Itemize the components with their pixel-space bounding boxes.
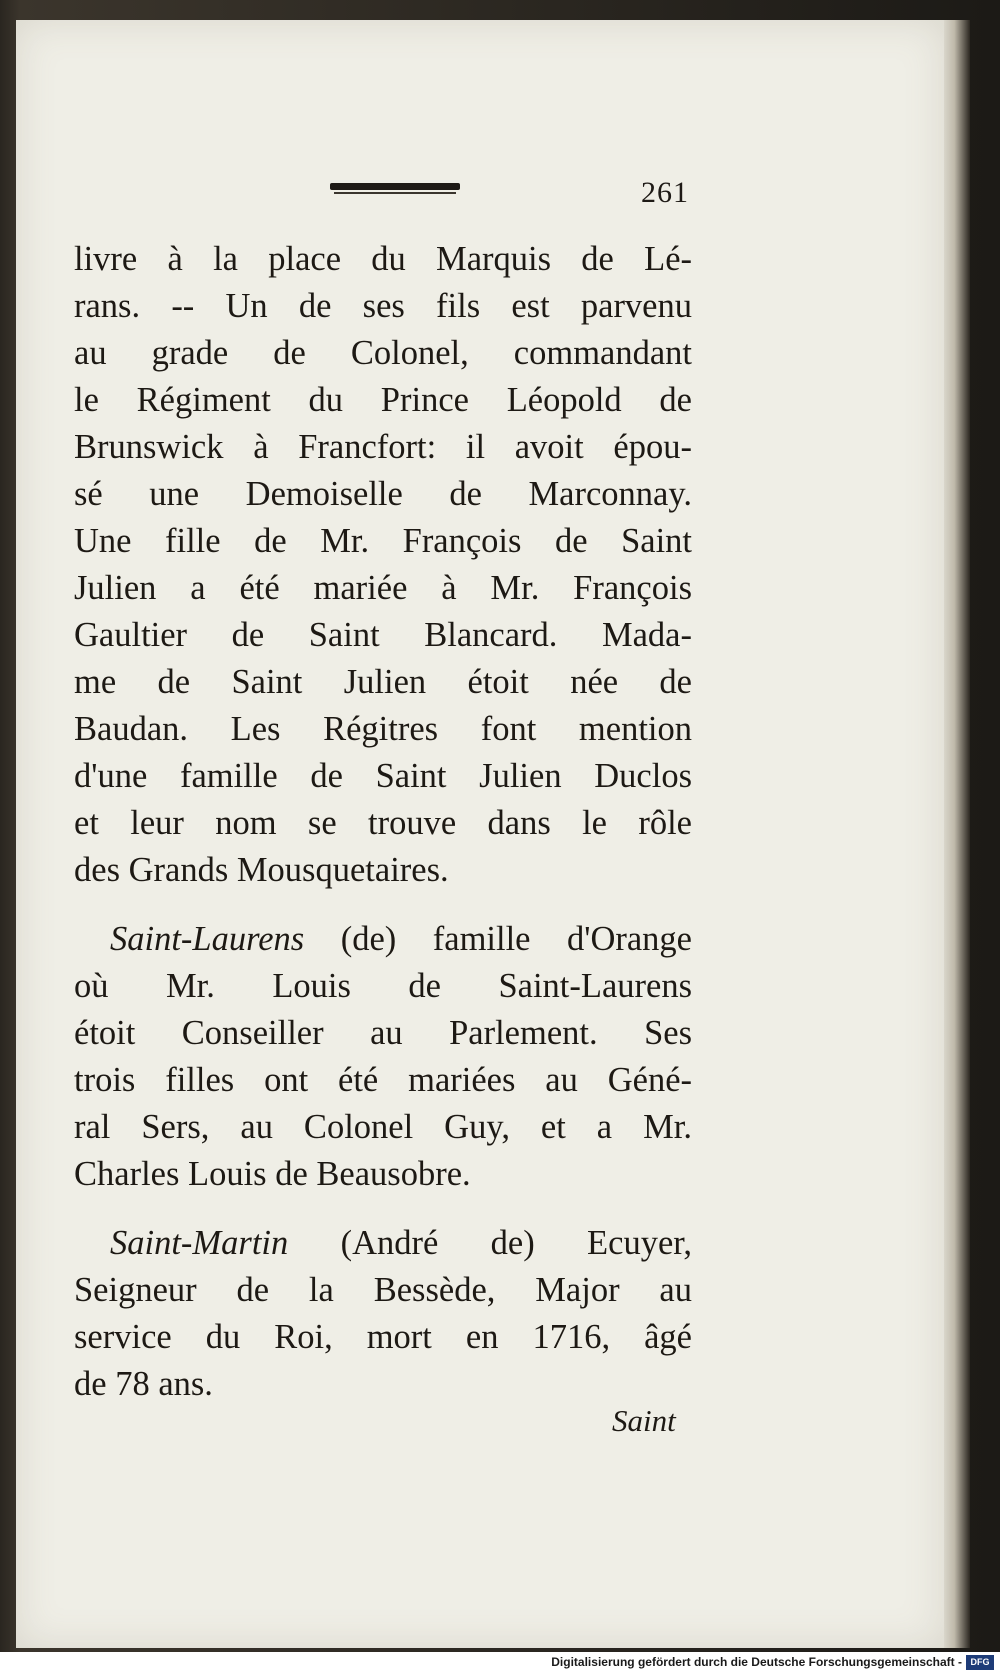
text-line: où Mr. Louis de Saint-Laurens: [74, 967, 692, 1005]
entry-heading-saint-laurens: Saint-Laurens: [110, 920, 305, 958]
text-line: Seigneur de la Bessède, Major au: [74, 1271, 692, 1309]
text-line: Charles Louis de Beausobre.: [74, 1155, 471, 1193]
entry-heading-saint-martin: Saint-Martin: [110, 1224, 289, 1262]
dfg-logo-icon: DFG: [966, 1655, 994, 1670]
text-line: sé une Demoiselle de Marconnay.: [74, 475, 692, 513]
text-fragment: (André de) Ecuyer,: [288, 1224, 692, 1262]
text-line: ral Sers, au Colonel Guy, et a Mr.: [74, 1108, 692, 1146]
text-line: d'une famille de Saint Julien Duclos: [74, 757, 692, 795]
text-line: Gaultier de Saint Blancard. Mada-: [74, 616, 692, 654]
text-line: trois filles ont été mariées au Géné-: [74, 1061, 692, 1099]
text-line: me de Saint Julien étoit née de: [74, 663, 692, 701]
text-line: livre à la place du Marquis de Lé-: [74, 240, 692, 278]
text-line: et leur nom se trouve dans le rôle: [74, 804, 692, 842]
text-line: au grade de Colonel, commandant: [74, 334, 692, 372]
text-fragment: (de) famille d'Orange: [304, 920, 692, 958]
footer-bar: [0, 1652, 1000, 1674]
text-line: Une fille de Mr. François de Saint: [74, 522, 692, 560]
body-text: [74, 236, 692, 1408]
text-line: rans. -- Un de ses fils est parvenu: [74, 287, 692, 325]
text-line: de 78 ans.: [74, 1365, 213, 1403]
paragraph-saint-laurens-first-line: [74, 916, 692, 963]
header-ornament-rule: [330, 183, 460, 190]
catchword: Saint: [612, 1403, 676, 1438]
text-line: des Grands Mousquetaires.: [74, 851, 449, 889]
text-line: Brunswick à Francfort: il avoit épou-: [74, 428, 692, 466]
text-line: Baudan. Les Régitres font mention: [74, 710, 692, 748]
text-line: étoit Conseiller au Parlement. Ses: [74, 1014, 692, 1052]
page-number: 261: [641, 176, 689, 209]
text-line: le Régiment du Prince Léopold de: [74, 381, 692, 419]
page-edge: [944, 20, 970, 1648]
footer-credit: Digitalisierung gefördert durch die Deutsche Forschungsgemeinschaft -: [551, 1655, 962, 1669]
paragraph-saint-martin-first-line: [74, 1220, 692, 1267]
text-line: service du Roi, mort en 1716, âgé: [74, 1318, 692, 1356]
text-line: Julien a été mariée à Mr. François: [74, 569, 692, 607]
